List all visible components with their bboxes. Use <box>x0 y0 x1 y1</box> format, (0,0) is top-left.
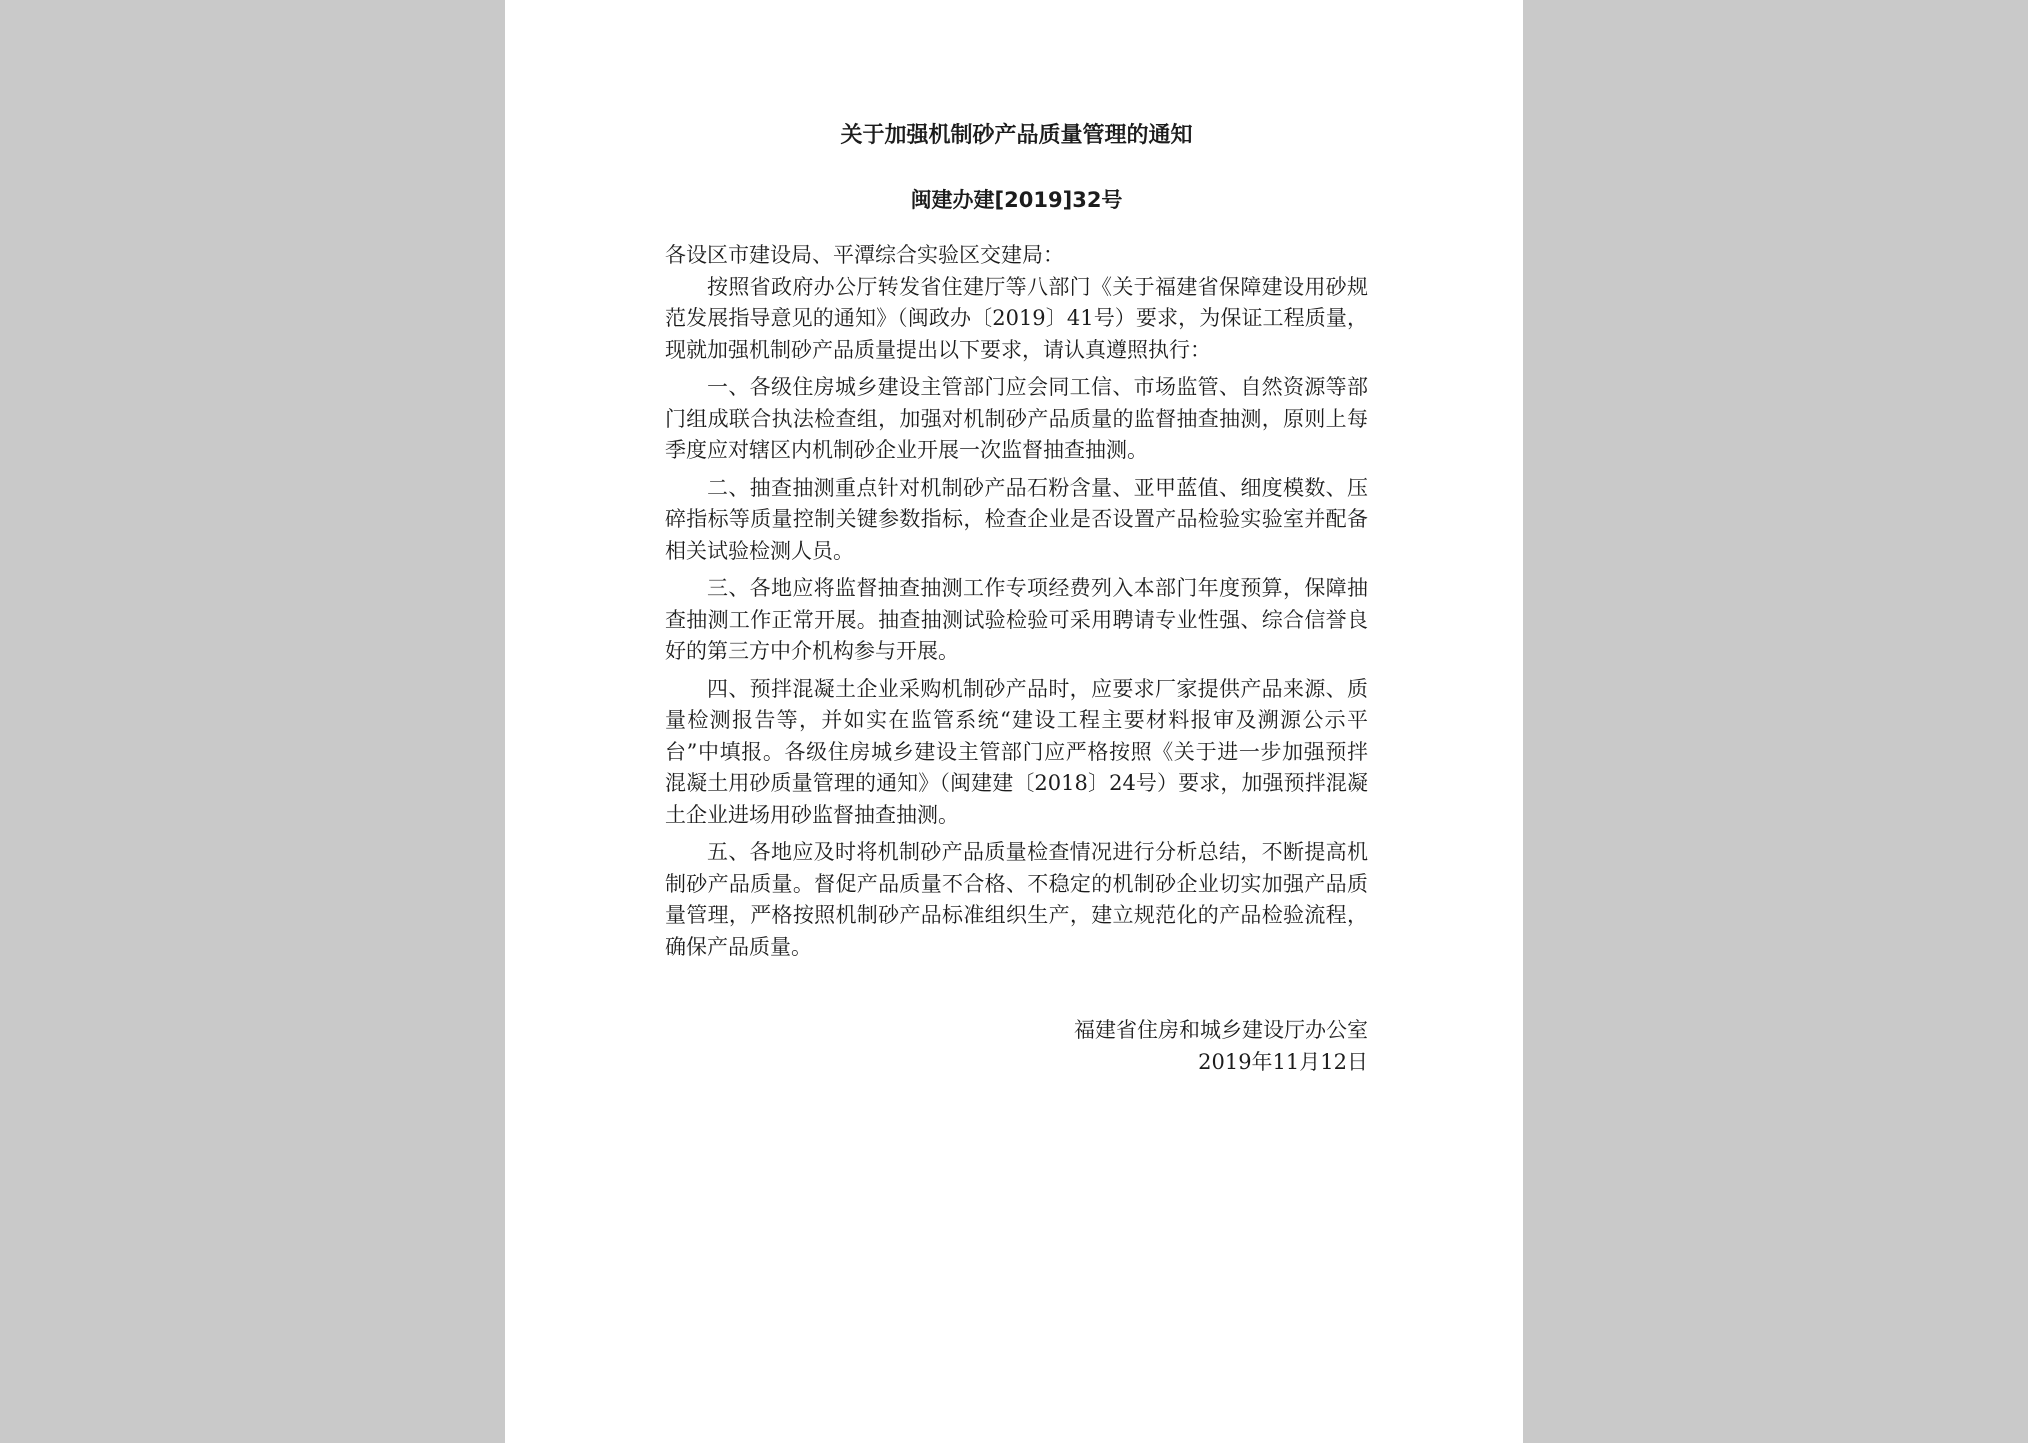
paragraph-item-1: 一、各级住房城乡建设主管部门应会同工信、市场监管、自然资源等部门组成联合执法检查组，加强对机制砂产品质量的监督抽查抽测，原则上每季度应对辖区内机制砂企业开展一次监督抽查抽测。 <box>665 375 1368 462</box>
paragraph-item-5: 五、各地应及时将机制砂产品质量检查情况进行分析总结，不断提高机制砂产品质量。督促产品质量不合格、不稳定的机制砂企业切实加强产品质量管理，严格按照机制砂产品标准组织生产，建立规范化的产品检验流程，确保产品质量。 <box>665 840 1368 959</box>
paragraph-item-3: 三、各地应将监督抽查抽测工作专项经费列入本部门年度预算，保障抽查抽测工作正常开展。抽查抽测试验检验可采用聘请专业性强、综合信誉良好的第三方中介机构参与开展。 <box>665 576 1368 663</box>
paragraph-item-2: 二、抽查抽测重点针对机制砂产品石粉含量、亚甲蓝值、细度模数、压碎指标等质量控制关键参数指标，检查企业是否设置产品检验实验室并配备相关试验检测人员。 <box>665 475 1368 563</box>
document-page <box>505 0 1523 1443</box>
paragraph-item-4: 四、预拌混凝土企业采购机制砂产品时，应要求厂家提供产品来源、质量检测报告等，并如实在监管系统“建设工程主要材料报审及溯源公示平台”中填报。各级住房城乡建设主管部门应严格按照《关于进一步加强预拌混凝土用砂质量管理的通知》（闽建建〔2018〕24号）要求，加强预拌混凝土企业进场用砂监督抽查抽测。 <box>665 676 1368 827</box>
signature-date: 2019年11月12日 <box>1198 1049 1368 1074</box>
paragraph-intro: 按照省政府办公厅转发省住建厅等八部门《关于福建省保障建设用砂规范发展指导意见的通知》（闽政办〔2019〕41号）要求，为保证工程质量，现就加强机制砂产品质量提出以下要求，请认真遵照执行： <box>665 274 1368 362</box>
document-content <box>665 118 1368 1078</box>
salutation: 各设区市建设局、平潭综合实验区交建局： <box>665 243 1064 267</box>
signature-organization: 福建省住房和城乡建设厅办公室 <box>1074 1018 1368 1042</box>
signature-block <box>665 1015 1368 1078</box>
document-number: 闽建办建[2019]32号 <box>910 188 1123 212</box>
document-title: 关于加强机制砂产品质量管理的通知 <box>840 123 1193 148</box>
